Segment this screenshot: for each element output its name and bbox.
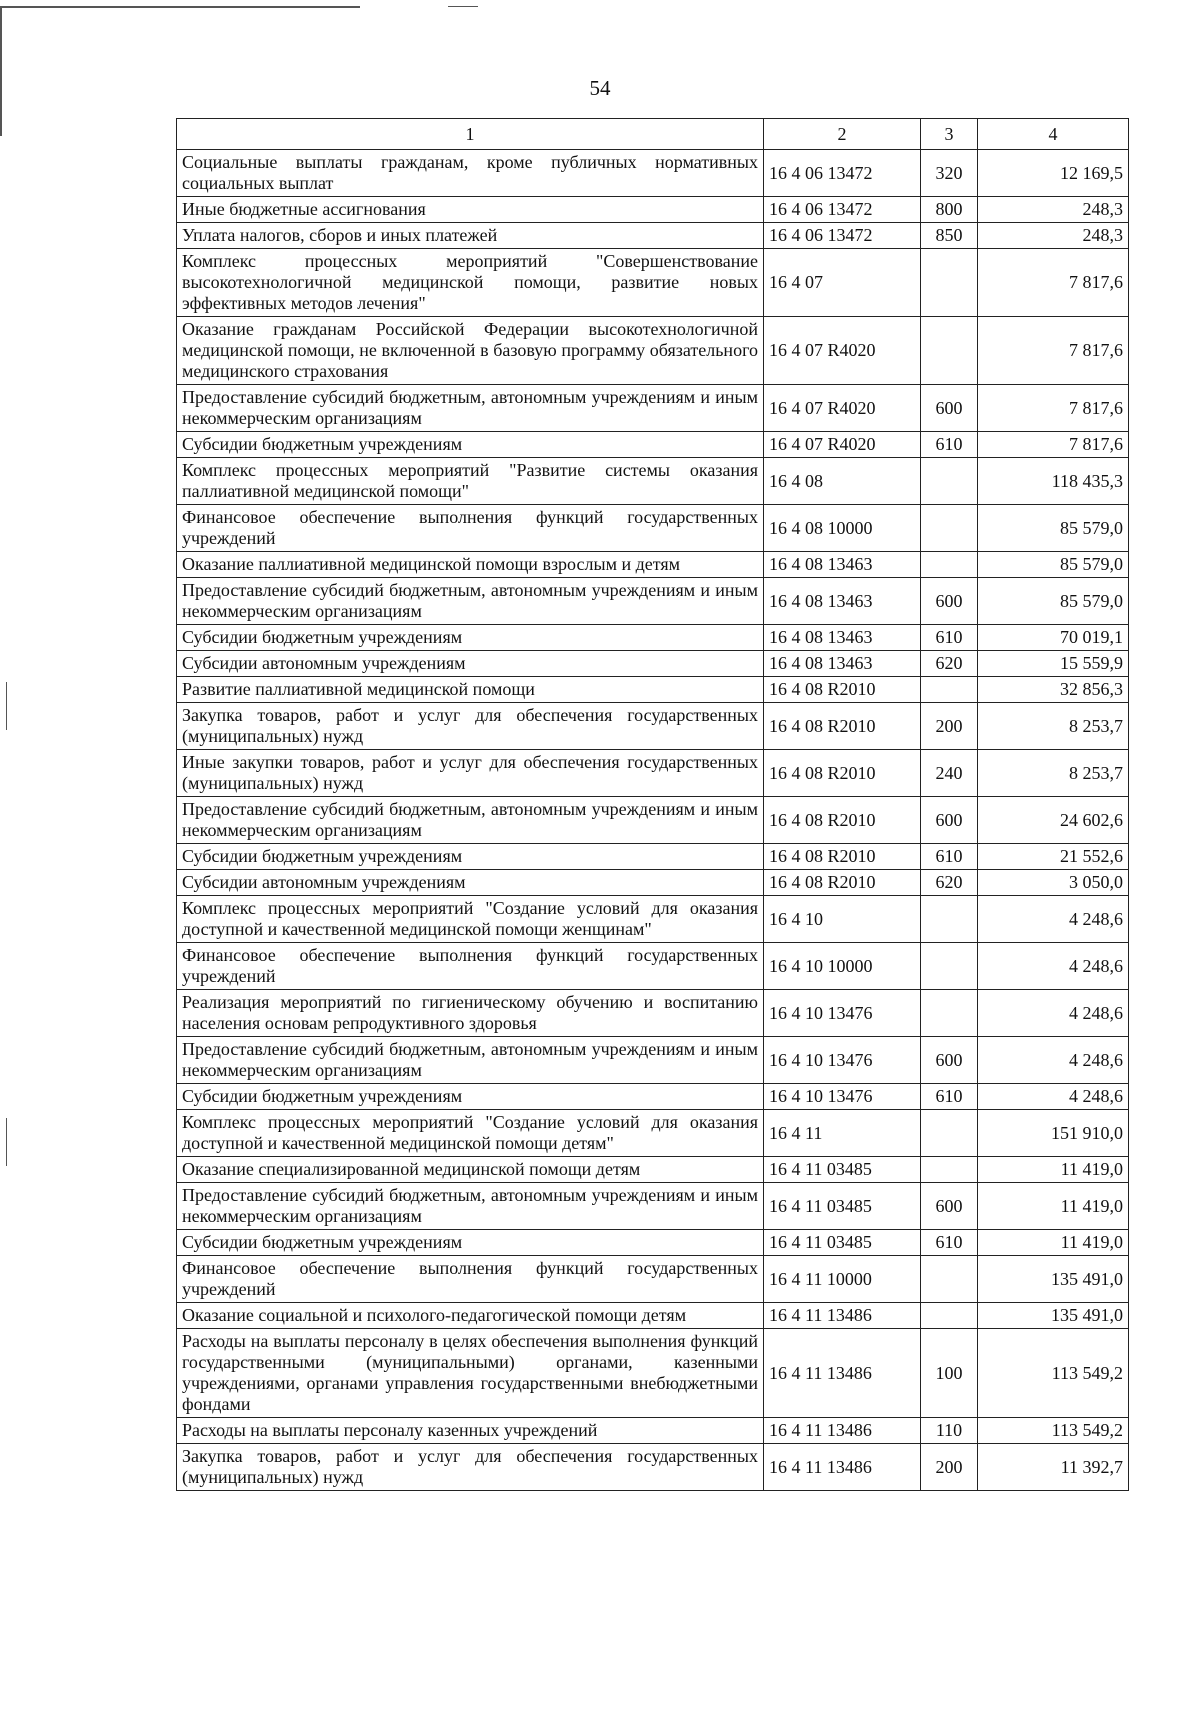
- row-code-cell: 16 4 07 R4020: [764, 317, 921, 385]
- row-type-cell: 200: [921, 703, 978, 750]
- row-type-cell: 600: [921, 385, 978, 432]
- row-name-cell: Субсидии автономным учреждениям: [177, 870, 764, 896]
- table-row: [177, 1037, 1129, 1084]
- row-code-cell: 16 4 10: [764, 896, 921, 943]
- row-amount-cell: 7 817,6: [978, 432, 1129, 458]
- table-row: [177, 703, 1129, 750]
- row-type-cell: [921, 990, 978, 1037]
- row-name-cell: Предоставление субсидий бюджетным, автономным учреждениям и иным некоммерческим организациям: [177, 1183, 764, 1230]
- row-type-cell: 110: [921, 1418, 978, 1444]
- row-type-cell: [921, 1256, 978, 1303]
- row-amount-cell: 85 579,0: [978, 552, 1129, 578]
- row-type-cell: 240: [921, 750, 978, 797]
- table-row: [177, 651, 1129, 677]
- table-row: [177, 197, 1129, 223]
- table-row: [177, 1230, 1129, 1256]
- table-row: [177, 249, 1129, 317]
- row-code-cell: 16 4 10 13476: [764, 990, 921, 1037]
- row-type-cell: [921, 505, 978, 552]
- row-type-cell: 610: [921, 432, 978, 458]
- scan-edge-left: [0, 6, 2, 136]
- row-amount-cell: 8 253,7: [978, 703, 1129, 750]
- row-code-cell: 16 4 08 R2010: [764, 844, 921, 870]
- table-row: [177, 750, 1129, 797]
- row-code-cell: 16 4 08 R2010: [764, 677, 921, 703]
- table-row: [177, 317, 1129, 385]
- row-amount-cell: 32 856,3: [978, 677, 1129, 703]
- row-amount-cell: 135 491,0: [978, 1303, 1129, 1329]
- row-amount-cell: 7 817,6: [978, 385, 1129, 432]
- row-type-cell: 600: [921, 1037, 978, 1084]
- table-row: [177, 432, 1129, 458]
- row-type-cell: 320: [921, 150, 978, 197]
- scan-mark-left-1: [6, 682, 7, 730]
- row-amount-cell: 11 419,0: [978, 1183, 1129, 1230]
- table-row: [177, 1183, 1129, 1230]
- row-amount-cell: 118 435,3: [978, 458, 1129, 505]
- table-row: [177, 150, 1129, 197]
- row-name-cell: Оказание специализированной медицинской помощи детям: [177, 1157, 764, 1183]
- row-name-cell: Расходы на выплаты персоналу казенных учреждений: [177, 1418, 764, 1444]
- row-name-cell: Комплекс процессных мероприятий "Создание условий для оказания доступной и качественной медицинской помощи детям": [177, 1110, 764, 1157]
- table-row: [177, 990, 1129, 1037]
- row-name-cell: Предоставление субсидий бюджетным, автономным учреждениям и иным некоммерческим организациям: [177, 797, 764, 844]
- row-name-cell: Предоставление субсидий бюджетным, автономным учреждениям и иным некоммерческим организациям: [177, 578, 764, 625]
- row-code-cell: 16 4 08 R2010: [764, 870, 921, 896]
- row-type-cell: [921, 943, 978, 990]
- table-row: [177, 1157, 1129, 1183]
- table-row: [177, 1256, 1129, 1303]
- row-name-cell: Субсидии бюджетным учреждениям: [177, 1230, 764, 1256]
- table-row: [177, 505, 1129, 552]
- row-name-cell: Расходы на выплаты персоналу в целях обеспечения выполнения функций государственными (муниципальными) органами, казенными учреждениями, органами управления государственными внебюджетными фондами: [177, 1329, 764, 1418]
- row-name-cell: Субсидии бюджетным учреждениям: [177, 432, 764, 458]
- row-amount-cell: 4 248,6: [978, 1037, 1129, 1084]
- row-name-cell: Финансовое обеспечение выполнения функций государственных учреждений: [177, 505, 764, 552]
- scan-edge-top-short: [448, 6, 478, 7]
- row-amount-cell: 248,3: [978, 223, 1129, 249]
- row-name-cell: Комплекс процессных мероприятий "Создание условий для оказания доступной и качественной медицинской помощи женщинам": [177, 896, 764, 943]
- row-type-cell: 620: [921, 870, 978, 896]
- row-name-cell: Закупка товаров, работ и услуг для обеспечения государственных (муниципальных) нужд: [177, 1444, 764, 1491]
- budget-table: [176, 118, 1129, 1491]
- row-amount-cell: 85 579,0: [978, 578, 1129, 625]
- row-code-cell: 16 4 08 R2010: [764, 797, 921, 844]
- table-row: [177, 1444, 1129, 1491]
- row-amount-cell: 11 419,0: [978, 1157, 1129, 1183]
- row-amount-cell: 11 419,0: [978, 1230, 1129, 1256]
- table-row: [177, 1418, 1129, 1444]
- row-type-cell: [921, 249, 978, 317]
- table-row: [177, 1303, 1129, 1329]
- row-code-cell: 16 4 07: [764, 249, 921, 317]
- table-row: [177, 458, 1129, 505]
- row-name-cell: Уплата налогов, сборов и иных платежей: [177, 223, 764, 249]
- row-amount-cell: 11 392,7: [978, 1444, 1129, 1491]
- row-code-cell: 16 4 08 13463: [764, 578, 921, 625]
- header-cell-4: 4: [978, 119, 1129, 150]
- table-row: [177, 625, 1129, 651]
- table-row: [177, 870, 1129, 896]
- row-type-cell: 610: [921, 625, 978, 651]
- row-code-cell: 16 4 10 13476: [764, 1084, 921, 1110]
- table-row: [177, 1329, 1129, 1418]
- row-code-cell: 16 4 08 10000: [764, 505, 921, 552]
- row-code-cell: 16 4 11 03485: [764, 1183, 921, 1230]
- table-row: [177, 844, 1129, 870]
- table-row: [177, 552, 1129, 578]
- row-code-cell: 16 4 08 13463: [764, 651, 921, 677]
- table-row: [177, 943, 1129, 990]
- row-type-cell: 800: [921, 197, 978, 223]
- row-amount-cell: 21 552,6: [978, 844, 1129, 870]
- scan-mark-left-2: [6, 1118, 7, 1166]
- row-code-cell: 16 4 08 R2010: [764, 750, 921, 797]
- row-type-cell: [921, 1157, 978, 1183]
- row-name-cell: Закупка товаров, работ и услуг для обеспечения государственных (муниципальных) нужд: [177, 703, 764, 750]
- row-type-cell: [921, 896, 978, 943]
- row-name-cell: Субсидии бюджетным учреждениям: [177, 1084, 764, 1110]
- row-code-cell: 16 4 08 13463: [764, 552, 921, 578]
- row-code-cell: 16 4 08: [764, 458, 921, 505]
- row-name-cell: Субсидии бюджетным учреждениям: [177, 844, 764, 870]
- row-amount-cell: 4 248,6: [978, 943, 1129, 990]
- row-code-cell: 16 4 11 13486: [764, 1444, 921, 1491]
- row-amount-cell: 135 491,0: [978, 1256, 1129, 1303]
- row-type-cell: 850: [921, 223, 978, 249]
- row-type-cell: 600: [921, 578, 978, 625]
- table-row: [177, 223, 1129, 249]
- table-body: [177, 119, 1129, 1491]
- header-cell-2: 2: [764, 119, 921, 150]
- row-type-cell: [921, 1110, 978, 1157]
- table-row: [177, 797, 1129, 844]
- row-code-cell: 16 4 10 13476: [764, 1037, 921, 1084]
- row-code-cell: 16 4 07 R4020: [764, 432, 921, 458]
- row-type-cell: [921, 1303, 978, 1329]
- row-code-cell: 16 4 06 13472: [764, 197, 921, 223]
- table-row: [177, 578, 1129, 625]
- row-name-cell: Иные бюджетные ассигнования: [177, 197, 764, 223]
- row-name-cell: Предоставление субсидий бюджетным, автономным учреждениям и иным некоммерческим организациям: [177, 385, 764, 432]
- row-amount-cell: 4 248,6: [978, 990, 1129, 1037]
- row-type-cell: 200: [921, 1444, 978, 1491]
- row-type-cell: [921, 677, 978, 703]
- row-type-cell: 600: [921, 1183, 978, 1230]
- table-row: [177, 1084, 1129, 1110]
- header-cell-3: 3: [921, 119, 978, 150]
- row-name-cell: Оказание гражданам Российской Федерации высокотехнологичной медицинской помощи, не включенной в базовую программу обязательного медицинского страхования: [177, 317, 764, 385]
- row-amount-cell: 8 253,7: [978, 750, 1129, 797]
- row-code-cell: 16 4 06 13472: [764, 150, 921, 197]
- row-type-cell: 600: [921, 797, 978, 844]
- row-amount-cell: 85 579,0: [978, 505, 1129, 552]
- row-name-cell: Предоставление субсидий бюджетным, автономным учреждениям и иным некоммерческим организациям: [177, 1037, 764, 1084]
- row-code-cell: 16 4 07 R4020: [764, 385, 921, 432]
- row-code-cell: 16 4 11: [764, 1110, 921, 1157]
- table-header-row: [177, 119, 1129, 150]
- row-type-cell: 610: [921, 1084, 978, 1110]
- row-amount-cell: 70 019,1: [978, 625, 1129, 651]
- row-name-cell: Комплекс процессных мероприятий "Совершенствование высокотехнологичной медицинской помощи, развитие новых эффективных методов лечения": [177, 249, 764, 317]
- scan-edge-top: [0, 6, 360, 8]
- row-name-cell: Оказание паллиативной медицинской помощи взрослым и детям: [177, 552, 764, 578]
- row-type-cell: [921, 458, 978, 505]
- row-amount-cell: 24 602,6: [978, 797, 1129, 844]
- row-name-cell: Финансовое обеспечение выполнения функций государственных учреждений: [177, 1256, 764, 1303]
- row-type-cell: 620: [921, 651, 978, 677]
- row-amount-cell: 4 248,6: [978, 896, 1129, 943]
- row-type-cell: [921, 552, 978, 578]
- table-row: [177, 385, 1129, 432]
- row-name-cell: Развитие паллиативной медицинской помощи: [177, 677, 764, 703]
- row-type-cell: 610: [921, 1230, 978, 1256]
- row-amount-cell: 7 817,6: [978, 249, 1129, 317]
- row-code-cell: 16 4 06 13472: [764, 223, 921, 249]
- row-type-cell: 100: [921, 1329, 978, 1418]
- header-cell-1: 1: [177, 119, 764, 150]
- row-code-cell: 16 4 11 03485: [764, 1230, 921, 1256]
- row-amount-cell: 151 910,0: [978, 1110, 1129, 1157]
- row-amount-cell: 3 050,0: [978, 870, 1129, 896]
- row-amount-cell: 7 817,6: [978, 317, 1129, 385]
- row-code-cell: 16 4 11 03485: [764, 1157, 921, 1183]
- row-name-cell: Субсидии бюджетным учреждениям: [177, 625, 764, 651]
- row-code-cell: 16 4 10 10000: [764, 943, 921, 990]
- row-amount-cell: 4 248,6: [978, 1084, 1129, 1110]
- row-name-cell: Социальные выплаты гражданам, кроме публичных нормативных социальных выплат: [177, 150, 764, 197]
- row-amount-cell: 15 559,9: [978, 651, 1129, 677]
- row-name-cell: Комплекс процессных мероприятий "Развитие системы оказания паллиативной медицинской помощи": [177, 458, 764, 505]
- row-code-cell: 16 4 11 10000: [764, 1256, 921, 1303]
- row-code-cell: 16 4 11 13486: [764, 1303, 921, 1329]
- row-name-cell: Финансовое обеспечение выполнения функций государственных учреждений: [177, 943, 764, 990]
- row-code-cell: 16 4 11 13486: [764, 1418, 921, 1444]
- row-name-cell: Субсидии автономным учреждениям: [177, 651, 764, 677]
- table-row: [177, 1110, 1129, 1157]
- row-amount-cell: 113 549,2: [978, 1329, 1129, 1418]
- row-code-cell: 16 4 08 R2010: [764, 703, 921, 750]
- row-amount-cell: 113 549,2: [978, 1418, 1129, 1444]
- row-type-cell: 610: [921, 844, 978, 870]
- row-name-cell: Реализация мероприятий по гигиеническому обучению и воспитанию населения основам репродуктивного здоровья: [177, 990, 764, 1037]
- row-name-cell: Оказание социальной и психолого-педагогической помощи детям: [177, 1303, 764, 1329]
- table-row: [177, 896, 1129, 943]
- row-code-cell: 16 4 11 13486: [764, 1329, 921, 1418]
- row-type-cell: [921, 317, 978, 385]
- row-name-cell: Иные закупки товаров, работ и услуг для обеспечения государственных (муниципальных) нужд: [177, 750, 764, 797]
- row-code-cell: 16 4 08 13463: [764, 625, 921, 651]
- row-amount-cell: 248,3: [978, 197, 1129, 223]
- page-number: 54: [589, 76, 611, 100]
- row-amount-cell: 12 169,5: [978, 150, 1129, 197]
- table-row: [177, 677, 1129, 703]
